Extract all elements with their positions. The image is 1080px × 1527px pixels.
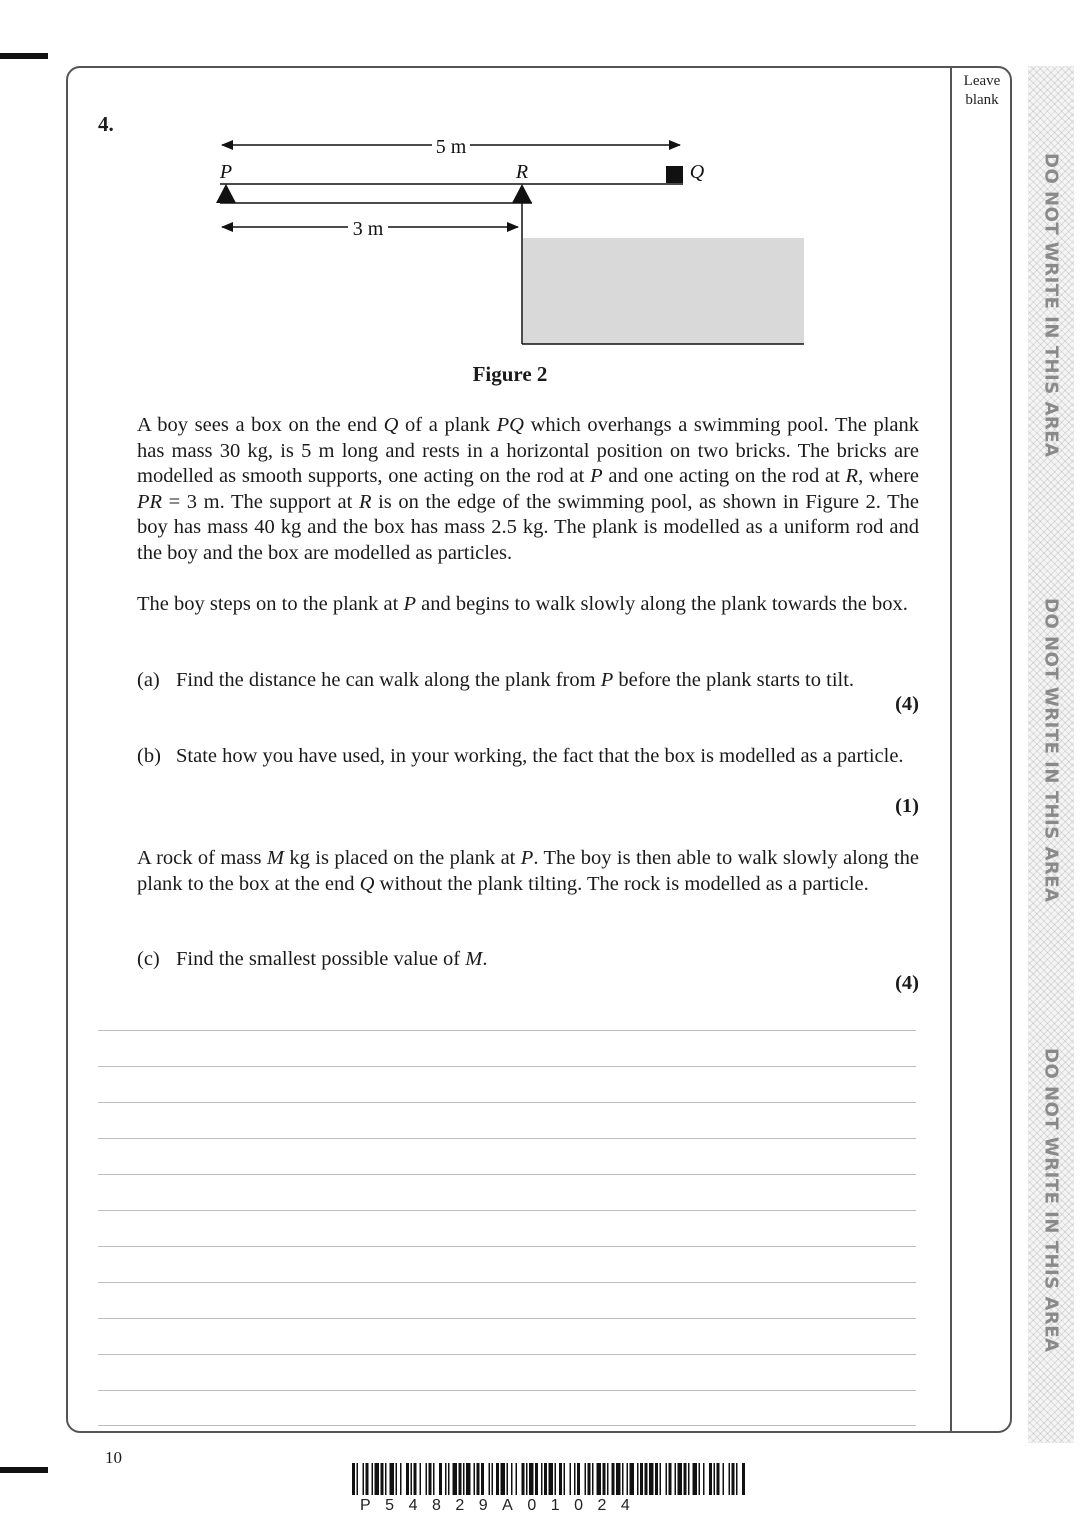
barcode-bar	[612, 1463, 615, 1495]
barcode-bar	[616, 1463, 621, 1495]
barcode-bar	[666, 1463, 668, 1495]
barcode-bar	[649, 1463, 654, 1495]
registration-mark-top	[0, 53, 48, 59]
dimension-label-5m: 5 m	[435, 136, 467, 158]
barcode-bar	[574, 1463, 576, 1495]
part-b-text: State how you have used, in your working, the fact that the box is modelled as a particle.	[176, 745, 904, 767]
part-a-marks: (4)	[895, 693, 919, 715]
part-c-marks: (4)	[895, 972, 919, 994]
barcode-bar	[603, 1463, 606, 1495]
barcode-bar	[414, 1463, 417, 1495]
question-number: 4.	[98, 112, 114, 136]
barcode-bar	[366, 1463, 369, 1495]
part-c-text: Find the smallest possible value of M.	[176, 948, 488, 970]
barcode-bar	[507, 1463, 509, 1495]
part-a	[137, 668, 919, 694]
support-r	[512, 184, 532, 203]
label-r: R	[515, 161, 529, 183]
barcode-bar	[564, 1463, 566, 1495]
barcode-bar	[448, 1463, 450, 1495]
barcode-bar	[637, 1463, 639, 1495]
barcode-bar	[732, 1463, 735, 1495]
barcode-bar	[693, 1463, 698, 1495]
label-p: P	[219, 161, 233, 183]
barcode-bar	[453, 1463, 458, 1495]
answer-line[interactable]	[98, 1425, 916, 1426]
page-number: 10	[105, 1448, 122, 1467]
barcode-bar	[640, 1463, 643, 1495]
barcode-bar	[477, 1463, 480, 1495]
answer-line[interactable]	[98, 1138, 916, 1139]
barcode-bar	[363, 1463, 365, 1495]
barcode-bar	[529, 1463, 534, 1495]
paragraph-setup: A boy sees a box on the end Q of a plank PQ which overhangs a swimming pool. The plank has mass 30 kg, is 5 m long and rests in a horizontal position on two bricks. The bricks are modelled as smooth supports, one acting on the rod at P and one acting on the rod at R, where PR = 3 m. The support at R is on the edge of the swimming pool, as shown in Figure 2. The boy has mass 40 kg and the box has mass 2.5 kg. The plank is modelled as a uniform rod and the boy and the box are modelled as particles.	[137, 414, 920, 564]
barcode-bar	[544, 1463, 547, 1495]
answer-line[interactable]	[98, 1246, 916, 1247]
barcode-bar	[742, 1463, 745, 1495]
barcode-bar	[463, 1463, 465, 1495]
barcode-bar	[489, 1463, 491, 1495]
barcode-bar	[717, 1463, 720, 1495]
answer-line[interactable]	[98, 1210, 916, 1211]
strip-label-bottom: DO NOT WRITE IN THIS AREA	[1040, 1047, 1062, 1353]
barcode-bar	[372, 1463, 374, 1495]
barcode-bar	[433, 1463, 435, 1495]
barcode-bar	[411, 1463, 413, 1495]
part-c-label: (c)	[137, 948, 160, 970]
barcode-bar	[522, 1463, 525, 1495]
barcode-bar	[729, 1463, 731, 1495]
barcode-bar	[723, 1463, 725, 1495]
barcode-bar	[396, 1463, 398, 1495]
barcode-bar	[400, 1463, 402, 1495]
barcode-bar	[439, 1463, 442, 1495]
strip-label-top: DO NOT WRITE IN THIS AREA	[1040, 152, 1062, 458]
box	[666, 166, 683, 183]
dimension-label-3m: 3 m	[352, 218, 384, 240]
leave-blank-label: Leave blank	[963, 73, 1001, 108]
answer-line[interactable]	[98, 1030, 916, 1031]
barcode-bar	[526, 1463, 528, 1495]
support-p	[216, 184, 236, 203]
barcode-bar	[688, 1463, 690, 1495]
barcode-bar	[714, 1463, 716, 1495]
barcode-bar	[559, 1463, 562, 1495]
barcode-bar	[541, 1463, 543, 1495]
barcode-bar	[684, 1463, 687, 1495]
barcode	[352, 1463, 752, 1495]
part-b-marks: (1)	[895, 795, 919, 817]
barcode-bar	[577, 1463, 580, 1495]
answer-line[interactable]	[98, 1174, 916, 1175]
barcode-bar	[597, 1463, 602, 1495]
part-a-text: Find the distance he can walk along the plank from P before the plank starts to tilt.	[176, 669, 855, 691]
barcode-bar	[390, 1463, 395, 1495]
barcode-bar	[511, 1463, 513, 1495]
barcode-bar	[660, 1463, 662, 1495]
barcode-bar	[474, 1463, 476, 1495]
barcode-bar	[736, 1463, 738, 1495]
barcode-bar	[496, 1463, 499, 1495]
barcode-bar	[588, 1463, 591, 1495]
barcode-bar	[445, 1463, 447, 1495]
barcode-bar	[678, 1463, 683, 1495]
barcode-bar	[375, 1463, 380, 1495]
barcode-bar	[703, 1463, 705, 1495]
part-c	[137, 947, 919, 973]
barcode-bar	[352, 1463, 355, 1495]
barcode-bar	[709, 1463, 712, 1495]
barcode-bar	[622, 1463, 624, 1495]
barcode-bar	[466, 1463, 471, 1495]
barcode-bar	[481, 1463, 484, 1495]
barcode-bar	[607, 1463, 609, 1495]
part-b-label: (b)	[137, 745, 161, 767]
answer-line[interactable]	[98, 1390, 916, 1391]
part-a-label: (a)	[137, 669, 160, 691]
barcode-bar	[555, 1463, 557, 1495]
barcode-bar	[420, 1463, 422, 1495]
barcode-bar	[699, 1463, 701, 1495]
plank-diagram	[200, 130, 820, 355]
barcode-bar	[381, 1463, 384, 1495]
barcode-bar	[645, 1463, 648, 1495]
barcode-bar	[549, 1463, 554, 1495]
barcode-bar	[492, 1463, 494, 1495]
answer-line[interactable]	[98, 1318, 916, 1319]
swimming-pool	[523, 238, 804, 344]
barcode-bar	[627, 1463, 629, 1495]
answer-line[interactable]	[98, 1102, 916, 1103]
barcode-bar	[357, 1463, 359, 1495]
barcode-text: P54829A01024	[360, 1497, 645, 1514]
barcode-bar	[426, 1463, 428, 1495]
answer-line[interactable]	[98, 1066, 916, 1067]
barcode-bar	[630, 1463, 635, 1495]
barcode-bar	[675, 1463, 677, 1495]
barcode-bar	[592, 1463, 594, 1495]
label-q: Q	[689, 161, 705, 183]
answer-line[interactable]	[98, 1354, 916, 1355]
barcode-bar	[459, 1463, 462, 1495]
part-b	[137, 744, 919, 770]
barcode-bar	[516, 1463, 518, 1495]
strip-label-middle: DO NOT WRITE IN THIS AREA	[1040, 597, 1062, 903]
barcode-bar	[501, 1463, 506, 1495]
barcode-bar	[585, 1463, 587, 1495]
paragraph-boy-steps: The boy steps on to the plank at P and begins to walk slowly along the plank towards the box.	[137, 593, 908, 615]
barcode-bar	[406, 1463, 409, 1495]
paragraph-rock: A rock of mass M kg is placed on the plank at P. The boy is then able to walk slowly along the plank to the box at the end Q without the plank tilting. The rock is modelled as a particle.	[137, 847, 919, 895]
barcode-bar	[655, 1463, 658, 1495]
barcode-bar	[429, 1463, 432, 1495]
figure-caption: Figure 2	[472, 362, 548, 386]
leave-blank-divider	[950, 66, 952, 1433]
answer-line[interactable]	[98, 1282, 916, 1283]
barcode-bar	[385, 1463, 387, 1495]
barcode-bar	[535, 1463, 538, 1495]
registration-mark-bottom	[0, 1467, 48, 1473]
barcode-bar	[669, 1463, 672, 1495]
barcode-bar	[570, 1463, 572, 1495]
